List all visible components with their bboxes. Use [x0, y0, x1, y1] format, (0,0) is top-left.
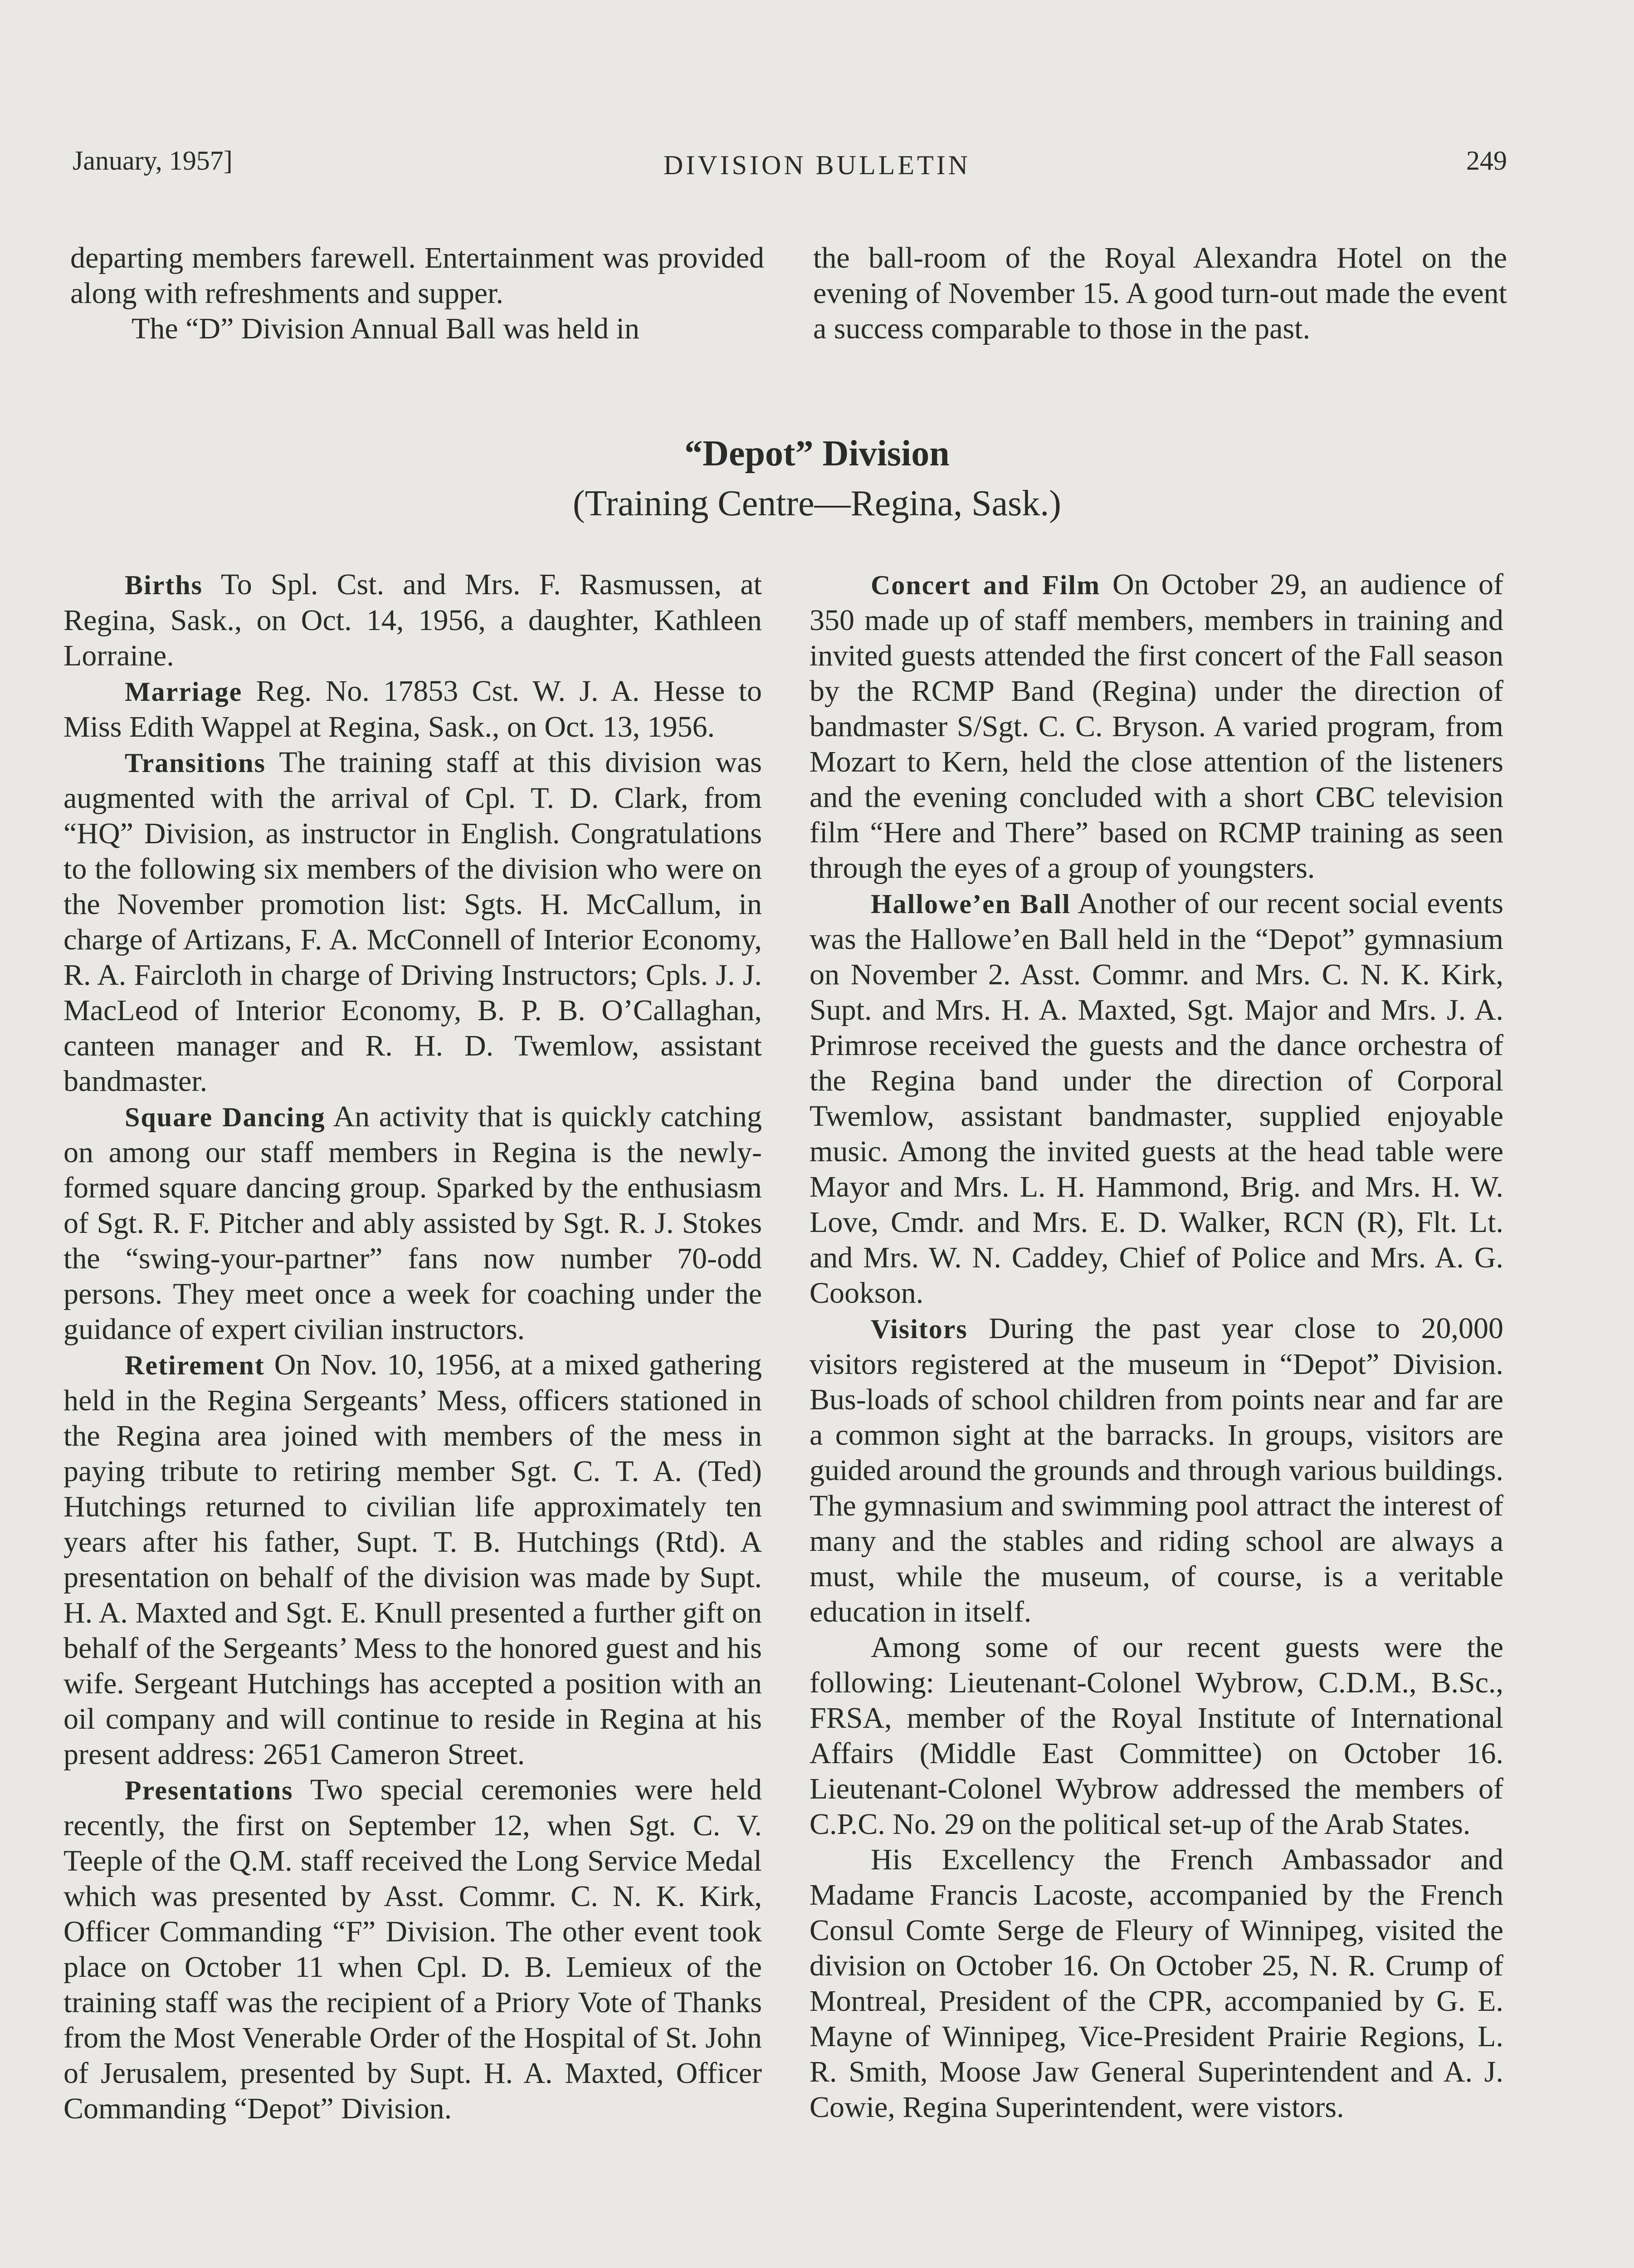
paragraph-heading: Marriage: [125, 677, 243, 707]
paragraph: [63, 1347, 762, 1772]
paragraph: [810, 1630, 1503, 1842]
section-title: “Depot” Division: [684, 434, 950, 474]
paragraph-heading: Concert and Film: [871, 570, 1101, 600]
paragraph: [63, 745, 762, 1099]
paragraph: [63, 1772, 762, 2126]
paragraph-heading: Visitors: [871, 1314, 968, 1344]
paragraph: [63, 1099, 762, 1347]
top-left-column: [70, 240, 764, 347]
paragraph-text: During the past year close to 20,000 visitors registered at the museum in “Depot” Division. Bus-loads of school children from points near and far are a common sight at the barracks. In groups, visitors are guided around the grounds and through various buildings. The gymnasium and swimming pool attract the interest of many and the stables and riding school are always a must, while the museum, of course, is a veritable education in itself.: [810, 1312, 1504, 1628]
paragraph: [813, 240, 1507, 347]
paragraph-text: Another of our recent social events was the Hallowe’en Ball held in the “Depot” gymnasium on November 2. Asst. Commr. and Mrs. C. N. K. Kirk, Supt. and Mrs. H. A. Maxted, Sgt. Major and Mrs. J. A. Primrose received the guests and the dance orchestra of the Regina band under the direction of Corporal Twemlow, assistant bandmaster, supplied enjoyable music. Among the invited guests at the head table were Mayor and Mrs. L. H. Hammond, Brig. and Mrs. H. W. Love, Cmdr. and Mrs. E. D. Walker, RCN (R), Flt. Lt. and Mrs. W. N. Caddey, Chief of Police and Mrs. A. G. Cookson.: [810, 887, 1504, 1310]
paragraph-text: The “D” Division Annual Ball was held in: [132, 312, 639, 345]
page-number: 249: [1466, 146, 1507, 176]
left-article-column: [63, 567, 762, 2126]
paragraph: [810, 567, 1503, 886]
paragraph: [63, 674, 762, 745]
paragraph: [70, 311, 764, 347]
paragraph-heading: Retirement: [125, 1350, 265, 1380]
paragraph-heading: Hallowe’en Ball: [871, 889, 1071, 919]
paragraph-text: departing members farewell. Entertainment was provided along with refreshments and supper.: [70, 241, 764, 310]
top-right-column: [813, 240, 1507, 347]
paragraph-heading: Transitions: [125, 748, 266, 778]
paragraph-text: On Nov. 10, 1956, at a mixed gathering held in the Regina Sergeants’ Mess, officers stationed in the Regina area joined with members of the mess in paying tribute to retiring member Sgt. C. T. A. (Ted) Hutchings returned to civilian life approximately ten years after his father, Supt. T. B. Hutchings (Rtd). A presentation on behalf of the division was made by Supt. H. A. Maxted and Sgt. E. Knull presented a further gift on behalf of the Sergeants’ Mess to the honored guest and his wife. Sergeant Hutchings has accepted a position with an oil company and will continue to reside in Regina at his present address: 2651 Cameron Street.: [63, 1348, 762, 1771]
paragraph-text: An activity that is quickly catching on among our staff members in Regina is the newly-formed square dancing group. Sparked by the enthusiasm of Sgt. R. F. Pitcher and ably assisted by Sgt. R. J. Stokes the “swing-your-partner” fans now number 70-odd persons. They meet once a week for coaching under the guidance of expert civilian instructors.: [63, 1100, 762, 1346]
paragraph-heading: Births: [125, 570, 203, 600]
paragraph-text: Among some of our recent guests were the following: Lieutenant-Colonel Wybrow, C.D.M., B.Sc., FRSA, member of the Royal Institute of International Affairs (Middle East Committee) on October 16. Lieutenant-Colonel Wybrow addressed the members of C.P.C. No. 29 on the political set-up of the Arab States.: [810, 1631, 1503, 1841]
paragraph-text: Reg. No. 17853 Cst. W. J. A. Hesse to Miss Edith Wappel at Regina, Sask., on Oct. 13, 1956.: [63, 675, 762, 743]
right-article-column: [810, 567, 1503, 2125]
header-date: January, 1957]: [73, 146, 233, 176]
paragraph-text: Two special ceremonies were held recently, the first on September 12, when Sgt. C. V. Teeple of the Q.M. staff received the Long Service Medal which was presented by Asst. Commr. C. N. K. Kirk, Officer Commanding “F” Division. The other event took place on October 11 when Cpl. D. B. Lemieux of the training staff was the recipient of a Priory Vote of Thanks from the Most Venerable Order of the Hospital of St. John of Jerusalem, presented by Supt. H. A. Maxted, Officer Commanding “Depot” Division.: [63, 1773, 762, 2125]
paragraph: [810, 1311, 1503, 1630]
paragraph-text: To Spl. Cst. and Mrs. F. Rasmussen, at Regina, Sask., on Oct. 14, 1956, a daughter, Kathleen Lorraine.: [63, 568, 762, 672]
paragraph-text: the ball-room of the Royal Alexandra Hotel on the evening of November 15. A good turn-out made the event a success comparable to those in the past.: [813, 241, 1507, 345]
paragraph: [63, 567, 762, 674]
paragraph-heading: Square Dancing: [125, 1102, 326, 1132]
paragraph-text: His Excellency the French Ambassador and Madame Francis Lacoste, accompanied by the French Consul Comte Serge de Fleury of Winnipeg, visited the division on October 16. On October 25, N. R. Crump of Montreal, President of the CPR, accompanied by G. E. Mayne of Winnipeg, Vice-President Prairie Regions, L. R. Smith, Moose Jaw General Superintendent and A. J. Cowie, Regina Superintendent, were vistors.: [810, 1843, 1503, 2124]
paragraph: [810, 1842, 1503, 2125]
section-subtitle: (Training Centre—Regina, Sask.): [573, 484, 1061, 523]
paragraph-heading: Presentations: [125, 1775, 293, 1805]
paragraph-text: The training staff at this division was augmented with the arrival of Cpl. T. D. Clark, from “HQ” Division, as instructor in English. Congratulations to the following six members of the division who were on the November promotion list: Sgts. H. McCallum, in charge of Artizans, F. A. McConnell of Interior Economy, R. A. Faircloth in charge of Driving Instructors; Cpls. J. J. MacLeod of Interior Economy, B. P. B. O’Callaghan, canteen manager and R. H. D. Twemlow, assistant bandmaster.: [63, 746, 762, 1098]
page-header: [0, 145, 1634, 186]
paragraph: [810, 886, 1503, 1311]
header-title: DIVISION BULLETIN: [663, 150, 971, 180]
paragraph-text: On October 29, an audience of 350 made up of staff members, members in training and invited guests attended the first concert of the Fall season by the RCMP Band (Regina) under the direction of bandmaster S/Sgt. C. C. Bryson. A varied program, from Mozart to Kern, held the close attention of the listeners and the evening concluded with a short CBC television film “Here and There” based on RCMP training as seen through the eyes of a group of youngsters.: [810, 568, 1504, 885]
paragraph: [70, 240, 764, 311]
